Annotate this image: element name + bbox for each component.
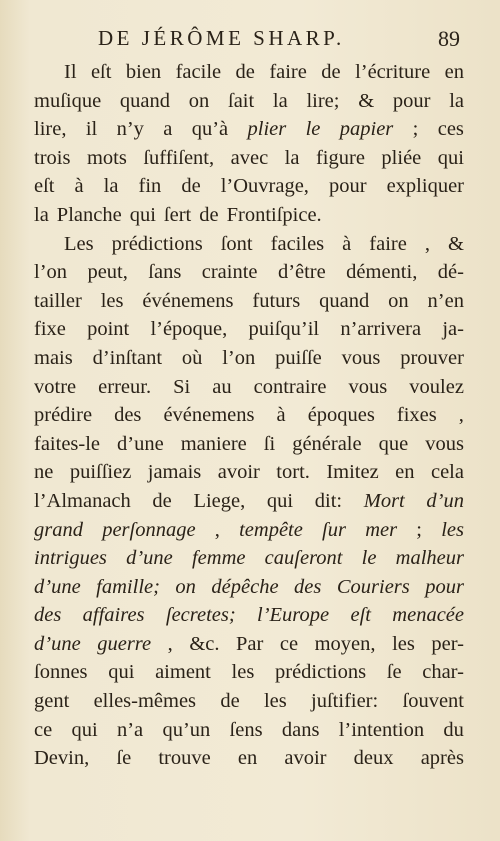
- word: l’on: [34, 261, 68, 284]
- word: prédictions: [111, 232, 203, 255]
- word: qui: [71, 718, 98, 741]
- text-line: [34, 573, 464, 602]
- word: dit:: [314, 489, 343, 512]
- word: jamais: [147, 461, 202, 484]
- text-line: [34, 658, 464, 687]
- running-head: DE JÉRÔME SHARP.: [98, 26, 345, 50]
- text-line: [34, 744, 464, 773]
- word: lire,: [34, 118, 67, 141]
- word: Par: [236, 632, 264, 655]
- word: ſi: [263, 432, 276, 455]
- word: n’y: [116, 118, 144, 141]
- word: cauſeront: [264, 547, 343, 570]
- word: d’inſtant: [92, 346, 163, 369]
- word: menacée: [392, 604, 464, 627]
- word: des: [294, 575, 322, 598]
- text-line: [34, 687, 464, 716]
- word: Imitez: [326, 461, 379, 484]
- word: d’un: [426, 489, 464, 512]
- word: gent: [34, 690, 70, 713]
- word: pour: [392, 89, 431, 112]
- word: ſouvent: [402, 690, 464, 713]
- word: puiſqu’il: [248, 318, 320, 341]
- word: maniere: [180, 432, 247, 455]
- text-line: [34, 144, 464, 173]
- word: l’Ouvrage,: [220, 175, 309, 198]
- word: d’une: [34, 632, 81, 655]
- word: dans: [281, 718, 320, 741]
- word: erreur.: [98, 375, 152, 398]
- word: eſt: [34, 175, 55, 198]
- word: où: [181, 346, 203, 369]
- word: mer: [365, 518, 398, 541]
- word: bien: [125, 61, 162, 83]
- word: événemens: [142, 289, 234, 312]
- word: eſt: [350, 604, 371, 627]
- word: Il: [64, 61, 77, 83]
- word: guerre: [97, 632, 152, 655]
- word: prouver: [400, 346, 464, 369]
- word: pour: [425, 575, 464, 598]
- word: la: [103, 175, 119, 198]
- word: des: [34, 604, 62, 627]
- word: ;: [416, 518, 422, 541]
- word: malheur: [395, 547, 464, 570]
- word: après: [420, 747, 464, 770]
- word: de: [220, 690, 240, 713]
- word: la: [284, 146, 300, 169]
- word: intrigues: [34, 547, 107, 570]
- word: Devin,: [34, 747, 90, 770]
- word: événemens: [163, 404, 255, 427]
- word: l’Europe: [257, 604, 330, 627]
- text-line: [34, 315, 464, 344]
- word: puiſſe: [275, 346, 322, 369]
- text-line: [34, 716, 464, 745]
- page-header: [98, 26, 460, 52]
- word: lire;: [306, 89, 340, 112]
- text-line: [34, 87, 464, 116]
- word: d’une: [34, 575, 81, 598]
- word: qu’un: [162, 718, 211, 741]
- text-line: [34, 58, 464, 87]
- word: ſur: [322, 518, 346, 541]
- word: de: [181, 175, 201, 198]
- word: famille;: [96, 575, 160, 598]
- word: ,: [424, 232, 430, 255]
- text-line: [34, 115, 464, 144]
- word: générale: [292, 432, 362, 455]
- text-line: [34, 544, 464, 573]
- word: en: [237, 747, 258, 770]
- word: n’a: [116, 718, 144, 741]
- word: quand: [119, 89, 171, 112]
- word: Si: [173, 375, 191, 398]
- word: Frontiſpice.: [226, 203, 322, 226]
- word: peut,: [87, 261, 128, 284]
- word: les: [231, 661, 255, 684]
- word: expliquer: [386, 175, 464, 198]
- word: facile: [175, 61, 222, 83]
- word: fixes: [396, 404, 437, 427]
- word: futurs: [252, 289, 301, 312]
- word: qu’à: [191, 118, 229, 141]
- word: il: [85, 118, 98, 141]
- word: ſait: [228, 89, 255, 112]
- word: l’Almanach: [34, 489, 131, 512]
- word: ſecretes;: [165, 604, 236, 627]
- word: époques: [307, 404, 375, 427]
- word: faire: [369, 232, 407, 255]
- word: ,: [214, 518, 220, 541]
- word: prédire: [34, 404, 93, 427]
- text-line: [34, 601, 464, 630]
- word: pliée: [381, 146, 422, 169]
- word: voulez: [409, 375, 464, 398]
- word: d’une: [117, 432, 164, 455]
- word: trouve: [158, 747, 211, 770]
- word: deux: [353, 747, 394, 770]
- word: ,: [167, 632, 173, 655]
- word: contraire: [253, 375, 327, 398]
- word: au: [212, 375, 232, 398]
- word: des: [114, 404, 142, 427]
- word: fin: [138, 175, 162, 198]
- word: avoir: [284, 747, 327, 770]
- word: ſe: [386, 661, 402, 684]
- word: moyen,: [314, 632, 376, 655]
- word: ſans: [148, 261, 182, 284]
- word: on: [388, 289, 409, 312]
- word: aiment: [155, 661, 211, 684]
- word: qui: [108, 661, 135, 684]
- word: les: [263, 690, 287, 713]
- word: faites-le: [34, 432, 101, 455]
- word: Les: [64, 232, 94, 255]
- word: ja-: [442, 318, 464, 341]
- word: eſt: [90, 61, 112, 83]
- word: cela: [430, 461, 464, 484]
- text-line: [34, 373, 464, 402]
- word: ces: [437, 118, 464, 141]
- word: qui: [129, 203, 156, 226]
- word: vous: [341, 346, 381, 369]
- word: en: [395, 461, 415, 484]
- word: votre: [34, 375, 77, 398]
- text-line: [34, 230, 464, 259]
- word: trois: [34, 146, 71, 169]
- word: que: [378, 432, 409, 455]
- word: de: [199, 203, 219, 226]
- page-number: 89: [438, 26, 460, 51]
- word: perſonnage: [102, 518, 196, 541]
- word: avec: [230, 146, 269, 169]
- word: qui: [437, 146, 464, 169]
- word: ce: [34, 718, 53, 741]
- word: puiſſiez: [69, 461, 132, 484]
- word: l’intention: [338, 718, 425, 741]
- word: de: [235, 61, 255, 83]
- word: Planche: [56, 203, 122, 226]
- body-text: [34, 58, 464, 773]
- word: femme: [191, 547, 246, 570]
- word: point: [87, 318, 130, 341]
- word: per-: [431, 632, 464, 655]
- word: d’être: [277, 261, 326, 284]
- word: qui: [266, 489, 294, 512]
- text-line: [34, 430, 464, 459]
- word: &: [448, 232, 464, 255]
- word: de: [152, 489, 172, 512]
- word: papier: [339, 118, 394, 141]
- text-line: [34, 172, 464, 201]
- word: pour: [328, 175, 367, 198]
- word: mais: [34, 346, 73, 369]
- word: n’arrivera: [340, 318, 422, 341]
- text-line: [34, 201, 464, 230]
- word: tailler: [34, 289, 82, 312]
- word: les: [392, 632, 415, 655]
- word: ſe: [116, 747, 132, 770]
- word: tort.: [276, 461, 310, 484]
- word: ne: [34, 461, 54, 484]
- word: grand: [34, 518, 83, 541]
- word: tempête: [239, 518, 303, 541]
- word: ,: [458, 404, 464, 427]
- word: figure: [315, 146, 365, 169]
- word: ſuffiſent,: [143, 146, 215, 169]
- word: l’écriture: [355, 61, 431, 83]
- word: affaires: [82, 604, 145, 627]
- word: on: [175, 575, 196, 598]
- word: de: [321, 61, 341, 83]
- text-line: [34, 630, 464, 659]
- word: les: [100, 289, 124, 312]
- word: ſont: [220, 232, 253, 255]
- word: la: [449, 89, 464, 112]
- word: crainte: [201, 261, 258, 284]
- word: l’on: [222, 346, 256, 369]
- word: plier: [247, 118, 287, 141]
- word: les: [441, 518, 464, 541]
- word: d’une: [126, 547, 173, 570]
- word: à: [74, 175, 84, 198]
- word: vous: [425, 432, 464, 455]
- word: ſens: [229, 718, 263, 741]
- word: faciles: [270, 232, 325, 255]
- text-line: [34, 287, 464, 316]
- word: n’en: [427, 289, 464, 312]
- word: quand: [319, 289, 370, 312]
- word: dépêche: [211, 575, 279, 598]
- word: du: [443, 718, 464, 741]
- word: on: [188, 89, 210, 112]
- word: le: [305, 118, 321, 141]
- word: Couriers: [336, 575, 410, 598]
- word: a: [163, 118, 173, 141]
- text-line: [34, 344, 464, 373]
- word: la: [272, 89, 288, 112]
- word: fixe: [34, 318, 66, 341]
- word: ;: [412, 118, 419, 141]
- word: démenti,: [346, 261, 418, 284]
- text-line: [34, 258, 464, 287]
- word: le: [361, 547, 377, 570]
- word: à: [276, 404, 286, 427]
- word: Liege,: [193, 489, 246, 512]
- text-line: [34, 516, 464, 545]
- word: ſert: [163, 203, 192, 226]
- word: elles-mêmes: [93, 690, 197, 713]
- word: &c.: [189, 632, 220, 655]
- word: l’époque,: [150, 318, 228, 341]
- text-line: [34, 487, 464, 516]
- word: &: [358, 89, 375, 112]
- word: dé-: [437, 261, 464, 284]
- word: muſique: [34, 89, 102, 112]
- word: ce: [279, 632, 299, 655]
- text-line: [34, 401, 464, 430]
- text-line: [34, 458, 464, 487]
- word: prédictions: [275, 661, 367, 684]
- word: Mort: [363, 489, 405, 512]
- word: char-: [422, 661, 464, 684]
- word: ſonnes: [34, 661, 88, 684]
- word: en: [444, 61, 464, 83]
- word: mots: [86, 146, 127, 169]
- word: vous: [348, 375, 388, 398]
- word: la: [34, 203, 49, 226]
- word: juſtifier:: [311, 690, 379, 713]
- word: à: [342, 232, 352, 255]
- word: avoir: [217, 461, 260, 484]
- word: faire: [269, 61, 307, 83]
